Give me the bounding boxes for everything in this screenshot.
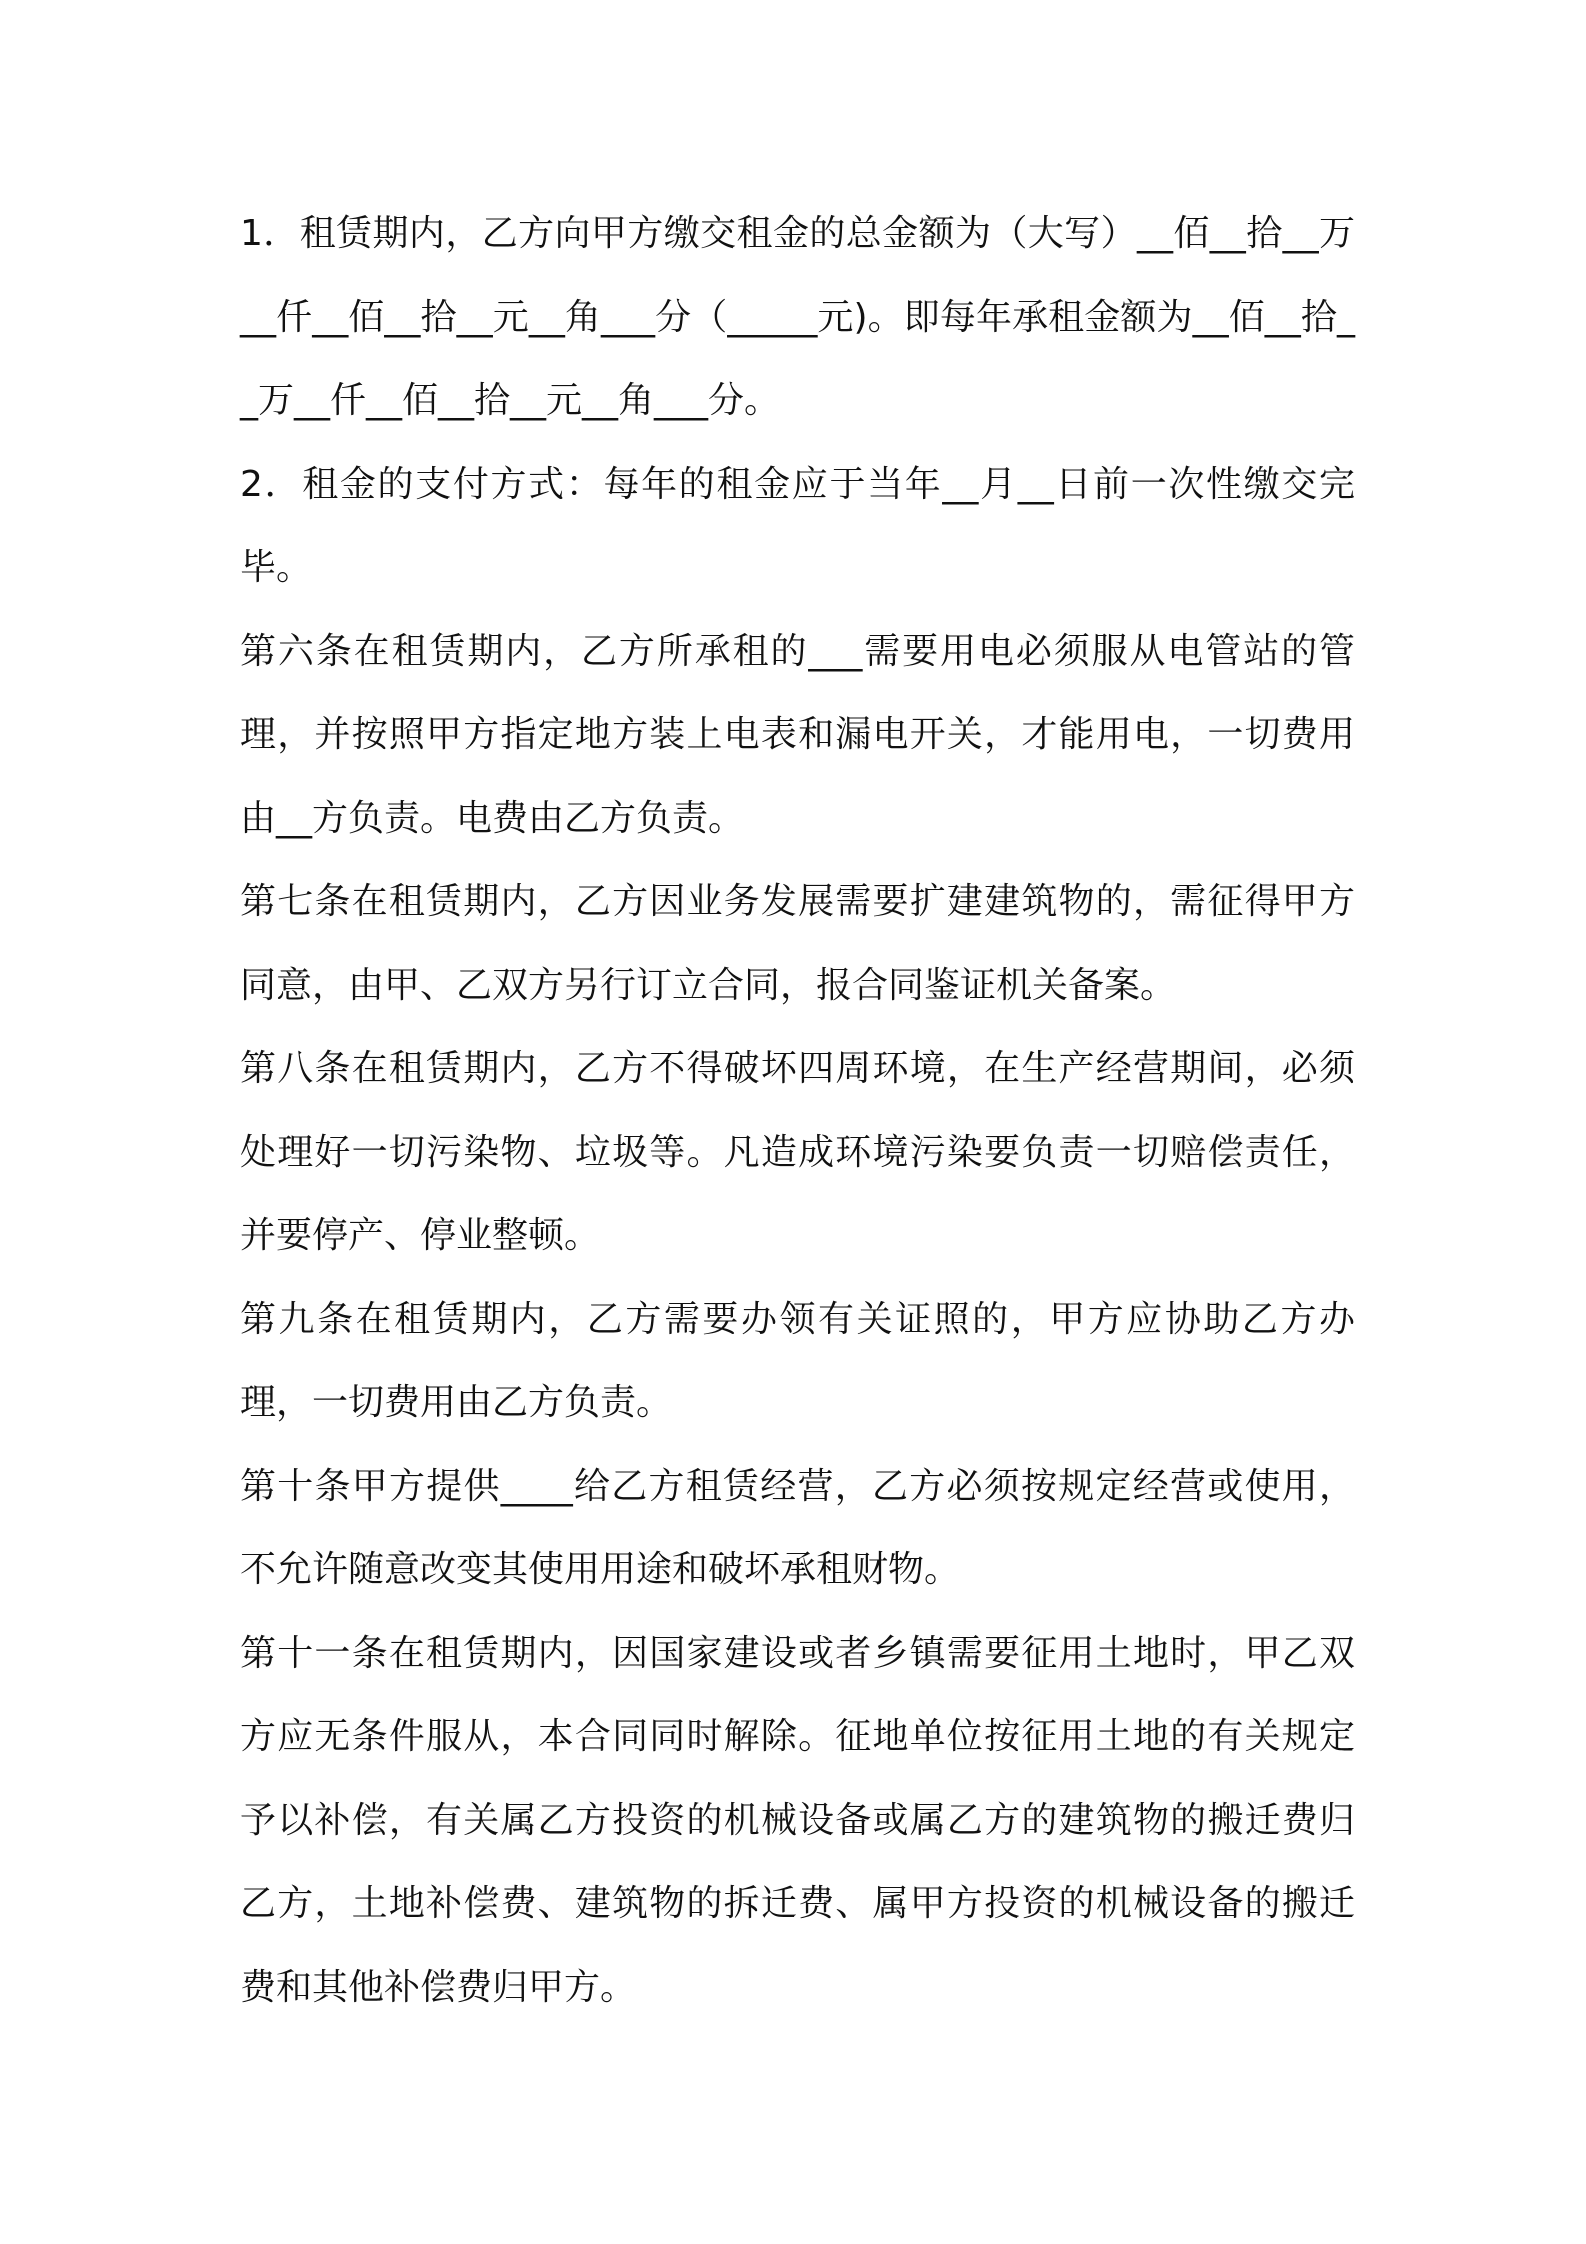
- paragraph-article-9: 第九条在租赁期内，乙方需要办领有关证照的，甲方应协助乙方办理，一切费用由乙方负责。: [240, 1298, 1355, 1423]
- paragraph-article-8: 第八条在租赁期内，乙方不得破坏四周环境，在生产经营期间，必须处理好一切污染物、垃圾等。凡造成环境污染要负责一切赔偿责任，并要停产、停业整顿。: [240, 1048, 1355, 1256]
- paragraph-rent-total: 1．租赁期内，乙方向甲方缴交租金的总金额为（大写）__佰__拾__万__仟__佰__拾__元__角___分（_____元)。即每年承租金额为__佰__拾__万__仟__佰__拾__元__角___分。: [240, 213, 1355, 421]
- paragraph-article-10: 第十条甲方提供____给乙方租赁经营，乙方必须按规定经营或使用，不允许随意改变其使用用途和破坏承租财物。: [240, 1465, 1355, 1590]
- paragraph-article-11: 第十一条在租赁期内，因国家建设或者乡镇需要征用土地时，甲乙双方应无条件服从，本合同同时解除。征地单位按征用土地的有关规定予以补偿，有关属乙方投资的机械设备或属乙方的建筑物的搬迁费归乙方，土地补偿费、建筑物的拆迁费、属甲方投资的机械设备的搬迁费和其他补偿费归甲方。: [240, 1632, 1355, 2008]
- paragraph-rent-payment: 2．租金的支付方式：每年的租金应于当年__月__日前一次性缴交完毕。: [240, 463, 1355, 588]
- paragraph-article-7: 第七条在租赁期内，乙方因业务发展需要扩建建筑物的，需征得甲方同意，由甲、乙双方另行订立合同，报合同鉴证机关备案。: [240, 881, 1355, 1006]
- document-body: [240, 192, 1355, 2029]
- paragraph-article-6: 第六条在租赁期内，乙方所承租的___需要用电必须服从电管站的管理，并按照甲方指定地方装上电表和漏电开关，才能用电，一切费用由__方负责。电费由乙方负责。: [240, 630, 1355, 839]
